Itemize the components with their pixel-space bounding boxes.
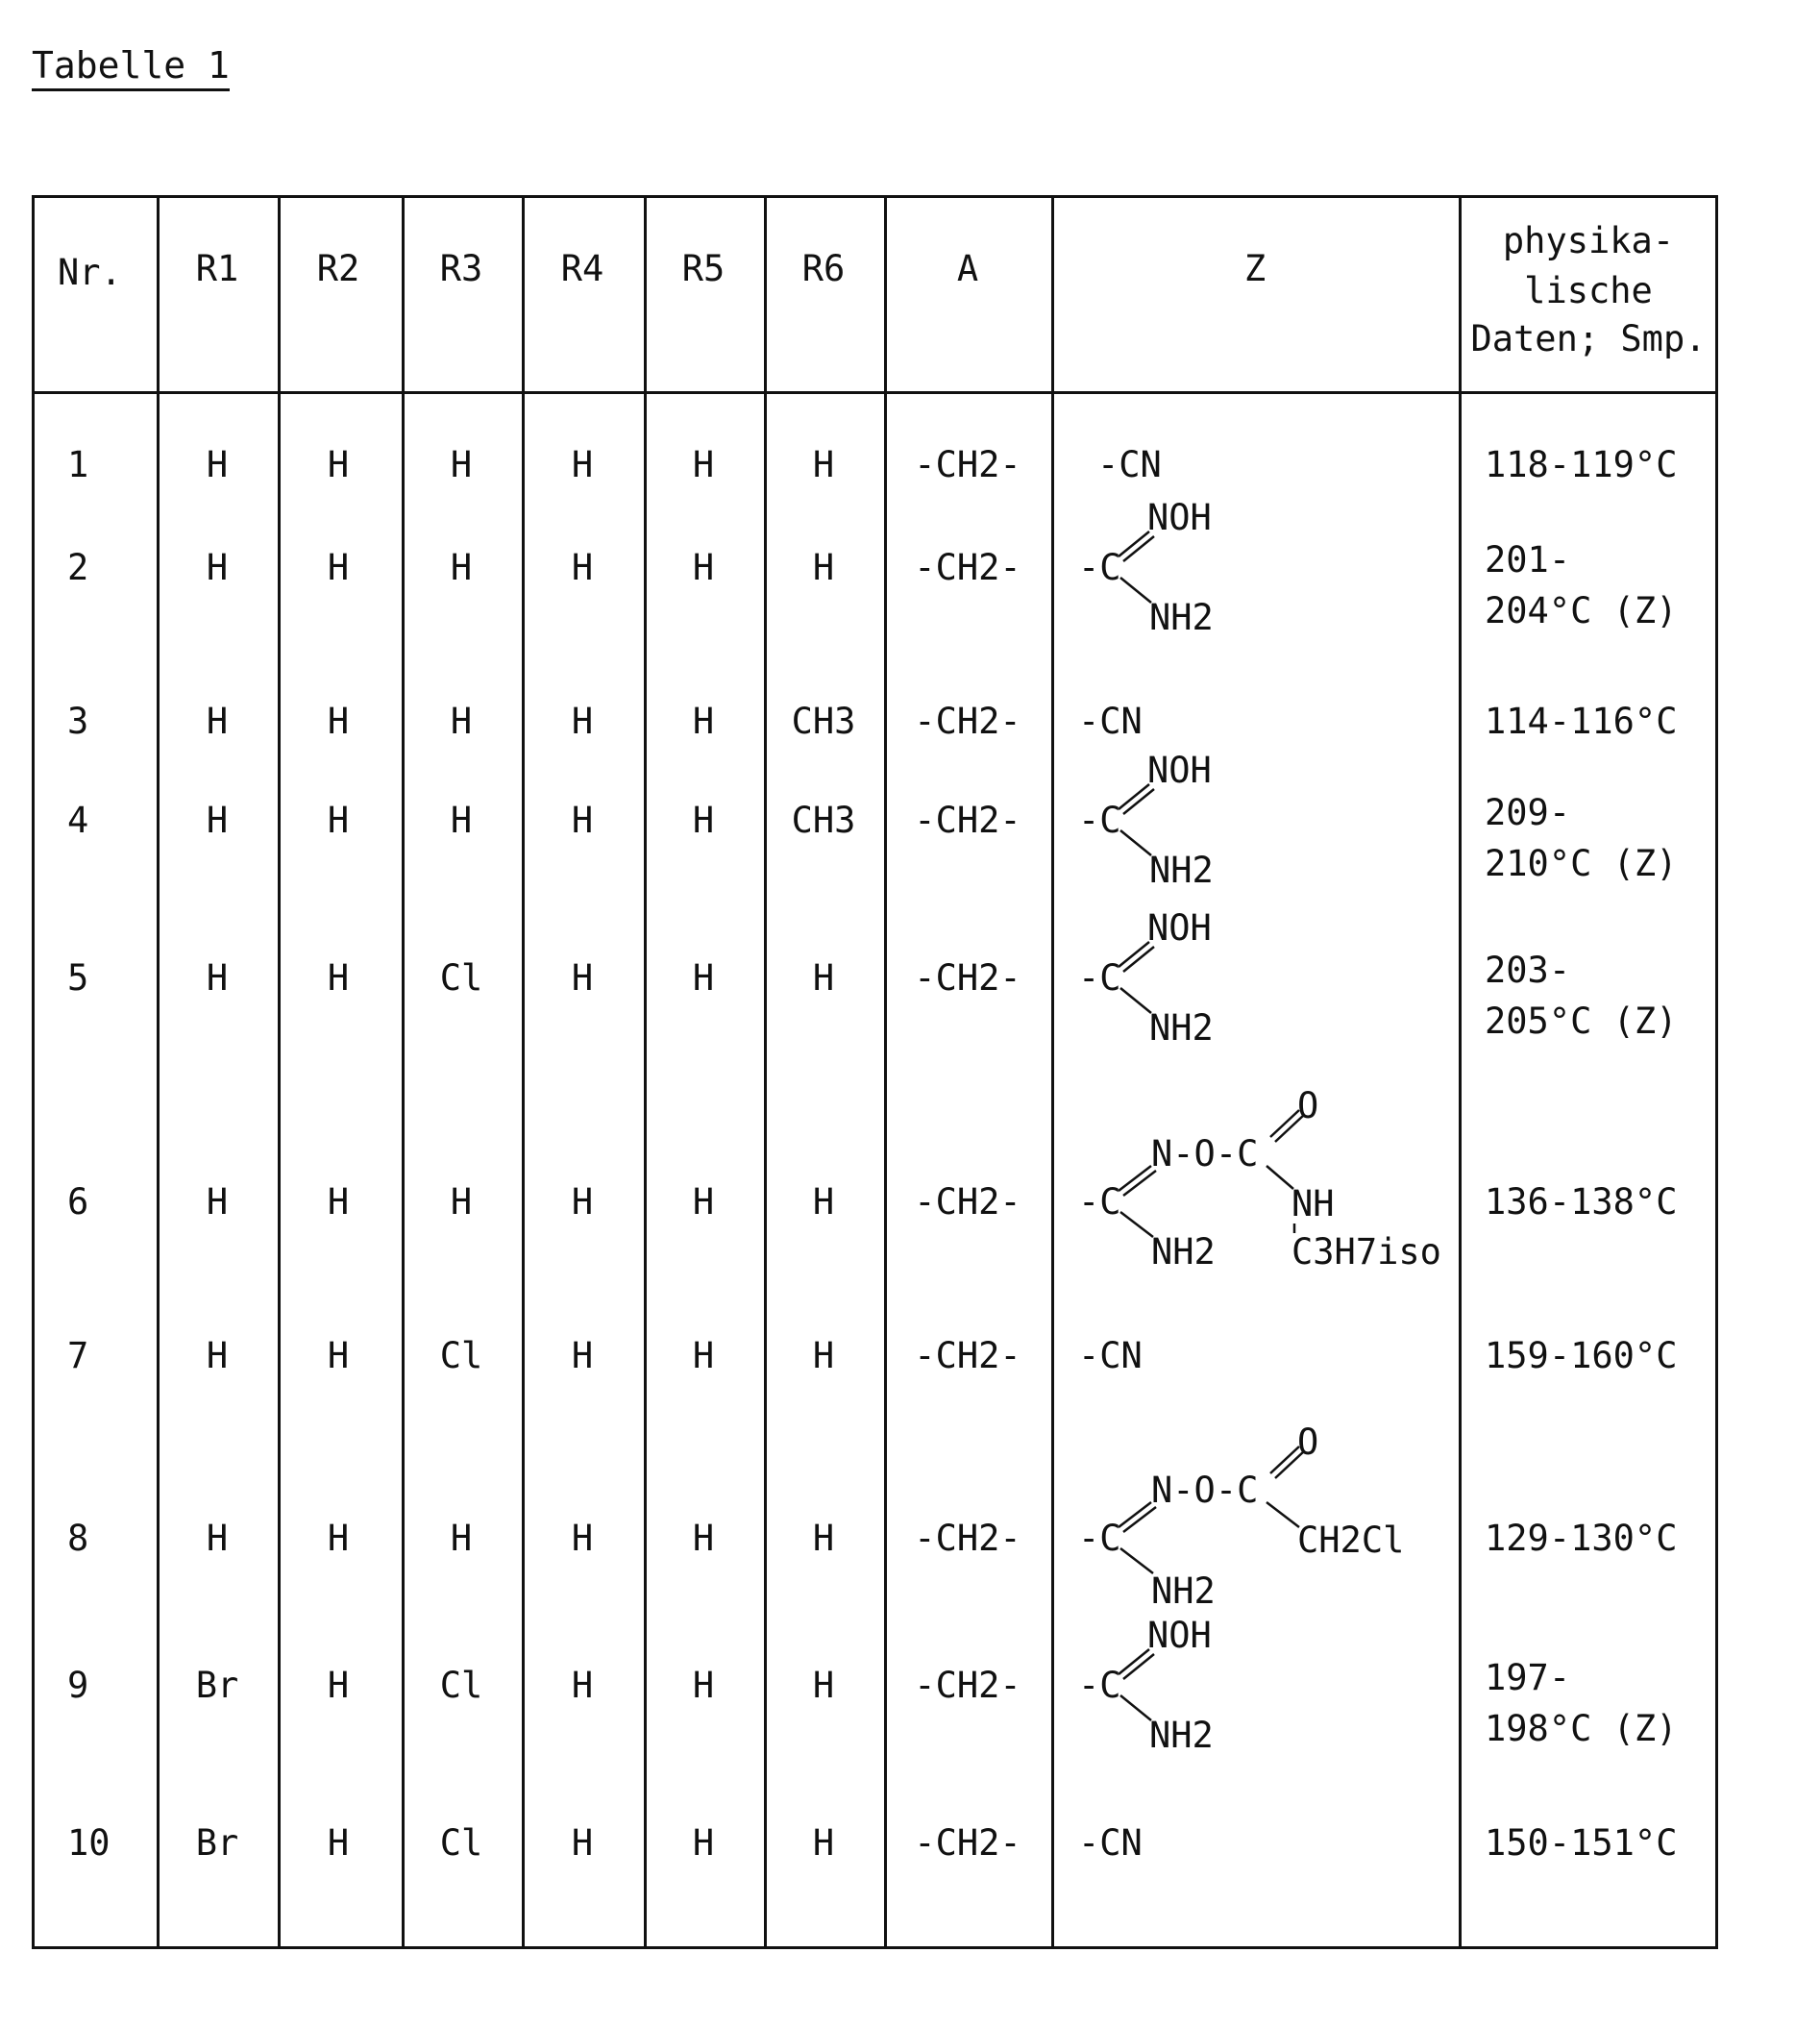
cell-r1: H <box>207 1335 228 1377</box>
cell-r1: H <box>207 444 228 486</box>
cell-r2: H <box>328 1518 349 1560</box>
z-label: -CN <box>1078 1822 1143 1865</box>
cell-r6: H <box>813 1181 834 1224</box>
row-nr: 6 <box>67 1181 88 1224</box>
row-nr: 10 <box>67 1822 111 1865</box>
cell-r1: H <box>207 800 228 842</box>
cell-r5: H <box>693 444 714 486</box>
z-label: -CN <box>1078 701 1143 743</box>
cell-phys: 197- <box>1485 1657 1570 1699</box>
header-r3: R3 <box>440 248 483 290</box>
cell-r2: H <box>328 701 349 743</box>
z-label: -C <box>1078 1181 1121 1224</box>
header-a: A <box>957 248 978 290</box>
row-nr: 2 <box>67 547 88 589</box>
z-label: NH <box>1291 1183 1335 1225</box>
cell-phys: 129-130°C <box>1485 1518 1677 1560</box>
cell-r5: H <box>693 1181 714 1224</box>
cell-r6: H <box>813 547 834 589</box>
cell-r4: H <box>572 957 593 1000</box>
cell-r4: H <box>572 1518 593 1560</box>
cell-r4: H <box>572 1665 593 1707</box>
column-divider <box>644 195 647 1949</box>
cell-r4: H <box>572 800 593 842</box>
cell-r3: Cl <box>440 1665 483 1707</box>
cell-r6: H <box>813 1665 834 1707</box>
column-divider <box>278 195 281 1949</box>
cell-r2: H <box>328 1181 349 1224</box>
cell-r2: H <box>328 800 349 842</box>
cell-r2: H <box>328 957 349 1000</box>
header-r1: R1 <box>196 248 239 290</box>
z-label: -CN <box>1078 1335 1143 1377</box>
cell-r4: H <box>572 1181 593 1224</box>
cell-r6: CH3 <box>792 701 856 743</box>
cell-r1: Br <box>196 1665 239 1707</box>
row-nr: 8 <box>67 1518 88 1560</box>
z-label: -CN <box>1097 444 1162 486</box>
header-phys: lische <box>1524 270 1653 312</box>
cell-a: -CH2- <box>914 957 1021 1000</box>
cell-r6: H <box>813 444 834 486</box>
row-nr: 9 <box>67 1665 88 1707</box>
column-divider <box>157 195 160 1949</box>
cell-r4: H <box>572 701 593 743</box>
table-frame <box>32 195 1718 1949</box>
cell-r3: H <box>451 800 472 842</box>
z-label: N-O-C <box>1151 1133 1258 1175</box>
cell-a: -CH2- <box>914 1822 1021 1865</box>
cell-r3: H <box>451 444 472 486</box>
z-label: -C <box>1078 1518 1121 1560</box>
z-label: NH2 <box>1149 597 1214 639</box>
z-label: NOH <box>1147 497 1212 539</box>
header-phys: physika- <box>1503 220 1674 262</box>
cell-phys: 136-138°C <box>1485 1181 1677 1224</box>
cell-r5: H <box>693 1822 714 1865</box>
column-divider <box>1459 195 1462 1949</box>
column-divider <box>402 195 405 1949</box>
cell-a: -CH2- <box>914 1518 1021 1560</box>
header-r6: R6 <box>802 248 846 290</box>
cell-r4: H <box>572 444 593 486</box>
cell-r3: H <box>451 701 472 743</box>
cell-r4: H <box>572 547 593 589</box>
cell-r3: H <box>451 1518 472 1560</box>
z-label: -C <box>1078 957 1121 1000</box>
z-label: C3H7iso <box>1291 1231 1441 1273</box>
column-divider <box>764 195 767 1949</box>
cell-r6: CH3 <box>792 800 856 842</box>
cell-r1: H <box>207 701 228 743</box>
cell-r2: H <box>328 1335 349 1377</box>
cell-a: -CH2- <box>914 1335 1021 1377</box>
z-label: N-O-C <box>1151 1470 1258 1512</box>
cell-r1: Br <box>196 1822 239 1865</box>
cell-r6: H <box>813 957 834 1000</box>
cell-r5: H <box>693 1518 714 1560</box>
column-divider <box>884 195 887 1949</box>
header-r4: R4 <box>561 248 604 290</box>
header-nr: Nr. <box>58 252 122 294</box>
cell-r3: Cl <box>440 1335 483 1377</box>
cell-r1: H <box>207 547 228 589</box>
cell-a: -CH2- <box>914 1181 1021 1224</box>
cell-phys: 203- <box>1485 950 1570 992</box>
cell-r5: H <box>693 800 714 842</box>
cell-r6: H <box>813 1518 834 1560</box>
cell-r6: H <box>813 1822 834 1865</box>
z-label: NH2 <box>1149 1007 1214 1050</box>
table-title: Tabelle 1 <box>32 44 230 91</box>
cell-phys: 150-151°C <box>1485 1822 1677 1865</box>
cell-r2: H <box>328 547 349 589</box>
header-r5: R5 <box>682 248 726 290</box>
cell-r6: H <box>813 1335 834 1377</box>
cell-phys: 118-119°C <box>1485 444 1677 486</box>
cell-phys: 201- <box>1485 539 1570 581</box>
cell-r4: H <box>572 1822 593 1865</box>
column-divider <box>522 195 525 1949</box>
z-label: -C <box>1078 547 1121 589</box>
z-label: CH2Cl <box>1297 1520 1404 1562</box>
cell-r5: H <box>693 701 714 743</box>
row-nr: 1 <box>67 444 88 486</box>
cell-phys: 198°C (Z) <box>1485 1708 1677 1750</box>
z-label: NH2 <box>1151 1231 1216 1273</box>
cell-r5: H <box>693 547 714 589</box>
header-r2: R2 <box>317 248 360 290</box>
z-label: NH2 <box>1149 850 1214 892</box>
cell-r5: H <box>693 957 714 1000</box>
header-z: Z <box>1244 248 1266 290</box>
z-label: -C <box>1078 800 1121 842</box>
row-nr: 7 <box>67 1335 88 1377</box>
cell-r2: H <box>328 1665 349 1707</box>
z-label: -C <box>1078 1665 1121 1707</box>
cell-phys: 209- <box>1485 792 1570 834</box>
cell-r5: H <box>693 1335 714 1377</box>
cell-a: -CH2- <box>914 444 1021 486</box>
cell-a: -CH2- <box>914 701 1021 743</box>
header-phys: Daten; Smp. <box>1470 318 1706 360</box>
cell-phys: 204°C (Z) <box>1485 590 1677 632</box>
cell-a: -CH2- <box>914 547 1021 589</box>
column-divider <box>1051 195 1054 1949</box>
cell-r3: Cl <box>440 1822 483 1865</box>
cell-r3: H <box>451 1181 472 1224</box>
cell-r1: H <box>207 957 228 1000</box>
cell-r3: H <box>451 547 472 589</box>
cell-a: -CH2- <box>914 800 1021 842</box>
cell-phys: 114-116°C <box>1485 701 1677 743</box>
cell-phys: 159-160°C <box>1485 1335 1677 1377</box>
cell-r2: H <box>328 1822 349 1865</box>
z-label: O <box>1297 1421 1318 1464</box>
cell-r1: H <box>207 1181 228 1224</box>
z-label: NOH <box>1147 1615 1212 1657</box>
cell-r2: H <box>328 444 349 486</box>
row-nr: 3 <box>67 701 88 743</box>
cell-r3: Cl <box>440 957 483 1000</box>
row-nr: 5 <box>67 957 88 1000</box>
z-label: O <box>1297 1085 1318 1127</box>
cell-r1: H <box>207 1518 228 1560</box>
z-label: NOH <box>1147 907 1212 950</box>
cell-phys: 205°C (Z) <box>1485 1001 1677 1043</box>
cell-phys: 210°C (Z) <box>1485 843 1677 885</box>
row-nr: 4 <box>67 800 88 842</box>
z-label: NOH <box>1147 750 1212 792</box>
cell-r5: H <box>693 1665 714 1707</box>
header-divider <box>32 391 1718 394</box>
cell-a: -CH2- <box>914 1665 1021 1707</box>
cell-r4: H <box>572 1335 593 1377</box>
z-label: NH2 <box>1149 1715 1214 1757</box>
z-label: NH2 <box>1151 1570 1216 1613</box>
